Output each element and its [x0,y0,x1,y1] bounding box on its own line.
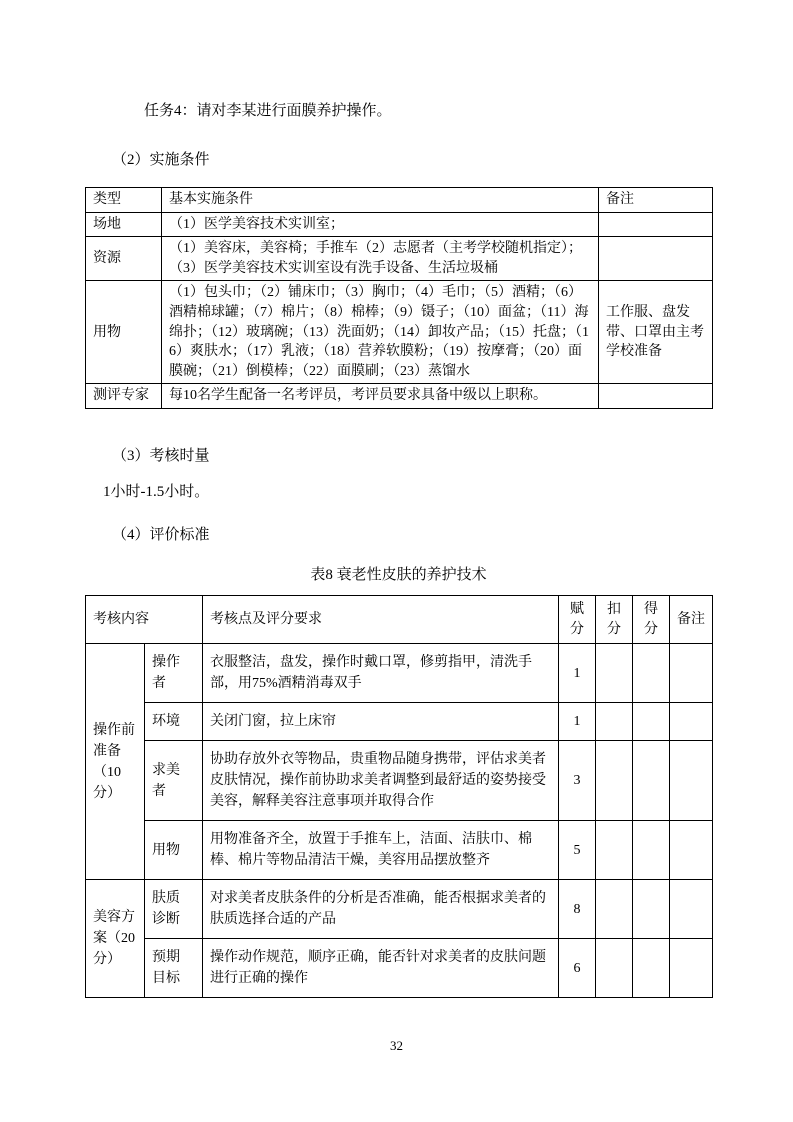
column-header-type: 类型 [86,188,162,213]
note-cell [670,821,713,880]
table-row [86,281,713,384]
page-content [85,0,712,998]
section-heading-duration: （3）考核时量 [112,447,210,464]
note-cell [599,212,713,237]
table-row [86,880,713,939]
type-cell: 资源 [86,237,162,281]
header-row [86,188,713,213]
note-cell [670,939,713,998]
score-cell: 6 [559,939,596,998]
type-cell: 场地 [86,212,162,237]
note-cell [670,741,713,821]
gain-cell [633,880,670,939]
gain-cell [633,644,670,703]
requirement-cell: 协助存放外衣等物品，贵重物品随身携带，评估求美者皮肤情况，操作前协助求美者调整到最舒适的姿势接受美容，解释美容注意事项并取得合作 [203,741,559,821]
category-cell: 操作前准备（10分） [86,644,145,880]
duration-text: 1小时-1.5小时。 [103,484,210,501]
table-row [86,939,713,998]
note-cell [599,384,713,409]
column-header-content: 考核内容 [86,595,203,643]
type-cell: 测评专家 [86,384,162,409]
note-cell [599,237,713,281]
sub-item-cell: 求美者 [145,741,203,821]
column-header-note: 备注 [670,595,713,643]
requirement-cell: 衣服整洁，盘发，操作时戴口罩，修剪指甲，清洗手部，用75%酒精消毒双手 [203,644,559,703]
sub-item-cell: 操作者 [145,644,203,703]
section-heading-conditions: （2）实施条件 [112,151,210,168]
gain-cell [633,703,670,741]
deduct-cell [596,644,633,703]
sub-item-cell: 用物 [145,821,203,880]
note-cell [670,703,713,741]
header-row [86,595,713,643]
deduct-cell [596,880,633,939]
evaluation-criteria-table [85,595,713,998]
score-cell: 8 [559,880,596,939]
condition-cell: （1）美容床，美容椅；手推车（2）志愿者（主考学校随机指定）；（3）医学美容技术实训室设有洗手设备、生活垃圾桶 [162,237,599,281]
gain-cell [633,741,670,821]
sub-item-cell: 肤质诊断 [145,880,203,939]
deduct-cell [596,741,633,821]
condition-cell: （1）医学美容技术实训室； [162,212,599,237]
requirement-cell: 操作动作规范，顺序正确，能否针对求美者的皮肤问题进行正确的操作 [203,939,559,998]
column-header-score: 赋分 [559,595,596,643]
deduct-cell [596,821,633,880]
condition-cell: 每10名学生配备一名考评员，考评员要求具备中级以上职称。 [162,384,599,409]
score-cell: 5 [559,821,596,880]
section-heading-criteria: （4）评价标准 [112,526,210,543]
table-row [86,644,713,703]
note-cell: 工作服、盘发带、口罩由主考学校准备 [599,281,713,384]
task-text: 任务4：请对李某进行面膜养护操作。 [144,103,392,119]
condition-cell: （1）包头巾；（2）铺床巾；（3）胸巾；（4）毛巾；（5）酒精；（6）酒精棉球罐；（7）棉片；（8）棉棒；（9）镊子；（10）面盆；（11）海绵扑；（12）玻璃碗；（13）洗面奶；（14）卸妆产品；（15）托盘；（16）爽肤水；（17）乳液；（18）营养软膜粉；（19）按摩膏；（20）面膜碗；（21）倒模棒；（22）面膜刷；（23）蒸馏水 [162,281,599,384]
deduct-cell [596,703,633,741]
column-header-deduct: 扣分 [596,595,633,643]
sub-item-cell: 环境 [145,703,203,741]
column-header-gain: 得分 [633,595,670,643]
score-cell: 1 [559,644,596,703]
table8-caption: 表8 衰老性皮肤的养护技术 [310,567,487,584]
note-cell [670,880,713,939]
score-cell: 3 [559,741,596,821]
implementation-conditions-table [85,187,713,409]
table-row [86,384,713,409]
requirement-cell: 用物准备齐全，放置于手推车上，洁面、洁肤巾、棉棒、棉片等物品清洁干燥，美容用品摆放整齐 [203,821,559,880]
column-header-note: 备注 [599,188,713,213]
table-row [86,741,713,821]
table-row [86,821,713,880]
sub-item-cell: 预期目标 [145,939,203,998]
page-number: 32 [390,1038,403,1053]
category-cell: 美容方案（20分） [86,880,145,998]
score-cell: 1 [559,703,596,741]
requirement-cell: 对求美者皮肤条件的分析是否准确，能否根据求美者的肤质选择合适的产品 [203,880,559,939]
table-row [86,703,713,741]
table-row [86,212,713,237]
gain-cell [633,821,670,880]
deduct-cell [596,939,633,998]
gain-cell [633,939,670,998]
note-cell [670,644,713,703]
column-header-points: 考核点及评分要求 [203,595,559,643]
table-row [86,237,713,281]
requirement-cell: 关闭门窗，拉上床帘 [203,703,559,741]
column-header-condition: 基本实施条件 [162,188,599,213]
type-cell: 用物 [86,281,162,384]
